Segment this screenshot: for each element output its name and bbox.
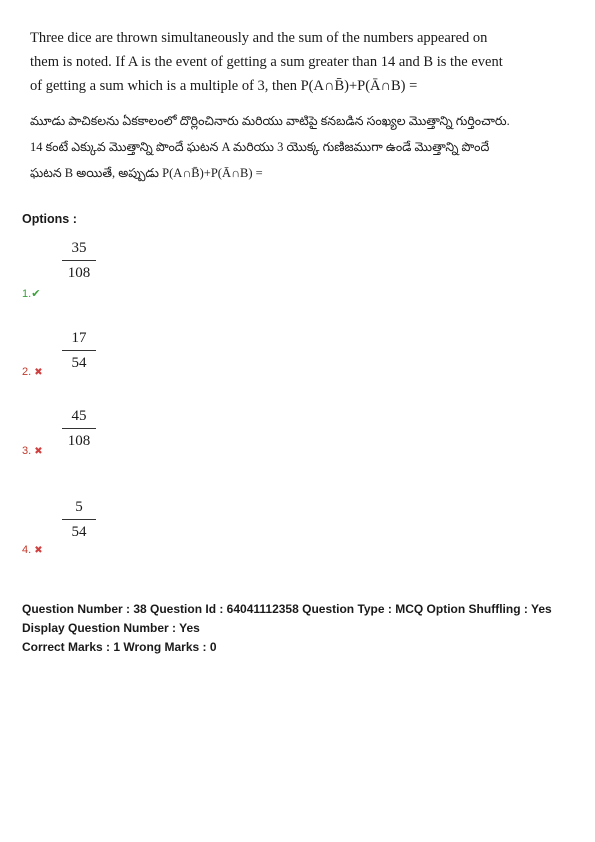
option-number: 2. (22, 366, 32, 378)
option-denominator: 54 (71, 355, 87, 371)
question-metadata (22, 600, 582, 657)
option-2-label[interactable] (22, 366, 43, 378)
question-line-telugu: ఘటన B అయితే, అప్పుడు P(A∩B̄)+P(Ā∩B) = (30, 166, 263, 180)
option-numerator: 45 (71, 408, 87, 424)
option-1-label[interactable] (22, 287, 40, 300)
option-denominator: 108 (67, 433, 91, 449)
question-line: them is noted. If A is the event of getting a sum greater than 14 and B is the event (30, 54, 503, 70)
option-numerator: 5 (75, 499, 83, 515)
meta-line-display: Display Question Number : Yes (22, 621, 200, 635)
option-number: 1. (22, 288, 32, 300)
meta-line-question-info: Question Number : 38 Question Id : 64041112358 Question Type : MCQ Option Shuffling : Yes (22, 602, 552, 616)
option-number: 4. (22, 544, 32, 556)
option-numerator: 35 (71, 240, 87, 256)
meta-line-marks: Correct Marks : 1 Wrong Marks : 0 (22, 640, 217, 654)
cross-icon: ✖ (34, 446, 43, 457)
option-3-fraction (62, 406, 96, 451)
option-4-label[interactable] (22, 544, 43, 556)
option-number: 3. (22, 445, 32, 457)
options-heading: Options : (22, 212, 77, 226)
question-line: of getting a sum which is a multiple of 3, then P(A∩B̄)+P(Ā∩B) = (30, 78, 418, 94)
question-text-english (30, 26, 503, 98)
question-text-telugu (30, 108, 510, 186)
check-icon: ✔ (31, 288, 41, 300)
option-numerator: 17 (71, 330, 87, 346)
option-3-label[interactable] (22, 445, 43, 457)
option-denominator: 54 (71, 524, 87, 540)
option-2-fraction (62, 328, 96, 373)
option-4-fraction (62, 497, 96, 542)
question-line: Three dice are thrown simultaneously and the sum of the numbers appeared on (30, 30, 488, 46)
question-line-telugu: 14 కంటే ఎక్కువ మొత్తాన్ని పొందే ఘటన A మరియు 3 యొక్క గుణిజముగా ఉండే మొత్తాన్ని పొందే (30, 140, 490, 154)
cross-icon: ✖ (34, 367, 43, 378)
cross-icon: ✖ (34, 545, 43, 556)
option-denominator: 108 (67, 265, 91, 281)
option-1-fraction (62, 238, 96, 283)
question-line-telugu: మూడు పాచికలను ఏకకాలంలో దొర్లించినారు మరియు వాటిపై కనబడిన సంఖ్యల మొత్తాన్ని గుర్తించారు. (30, 114, 510, 128)
